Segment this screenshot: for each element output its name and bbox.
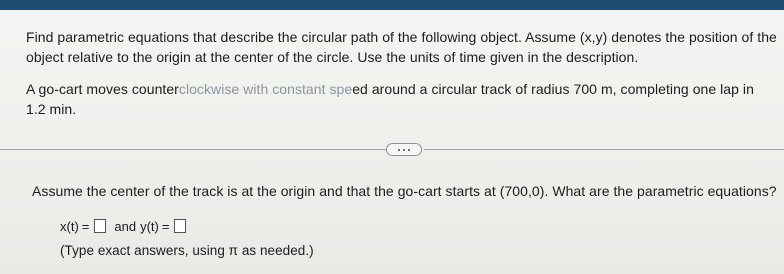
problem-statement-line-2: 1.2 min.: [26, 101, 77, 117]
y-answer-input[interactable]: [174, 219, 186, 233]
problem-text: ed around a circular track of radius 700 m, completing one lap in: [352, 81, 754, 97]
question-text: Assume the center of the track is at the origin and that the go-cart starts at (700,0). What are the parametric equations?: [32, 183, 777, 199]
divider: [0, 149, 386, 150]
problem-text-faded: clockwise with constant spe: [178, 81, 353, 97]
ellipsis-icon: [403, 149, 405, 151]
question-page: [0, 10, 784, 274]
expand-more-button[interactable]: [386, 143, 422, 156]
equals-sign: =: [161, 218, 170, 234]
instructions-line-1: Find parametric equations that describe the circular path of the following object. Assume (x,y) denotes the position of the: [26, 29, 777, 45]
y-label: y(t): [140, 218, 159, 234]
answer-row: [60, 217, 194, 235]
instructions-line-2: object relative to the origin at the center of the circle. Use the units of time given in the description.: [26, 49, 639, 65]
and-connector: and: [114, 218, 137, 234]
divider: [424, 149, 784, 150]
problem-statement-line-1: [26, 80, 754, 98]
equals-sign: =: [81, 218, 90, 234]
x-label: x(t): [60, 218, 79, 234]
problem-text: A go-cart moves counter: [26, 81, 179, 97]
top-bar: [0, 0, 784, 10]
ellipsis-icon: [398, 149, 400, 151]
answer-hint: (Type exact answers, using π as needed.): [60, 243, 314, 258]
ellipsis-icon: [408, 149, 410, 151]
x-answer-input[interactable]: [94, 219, 106, 233]
